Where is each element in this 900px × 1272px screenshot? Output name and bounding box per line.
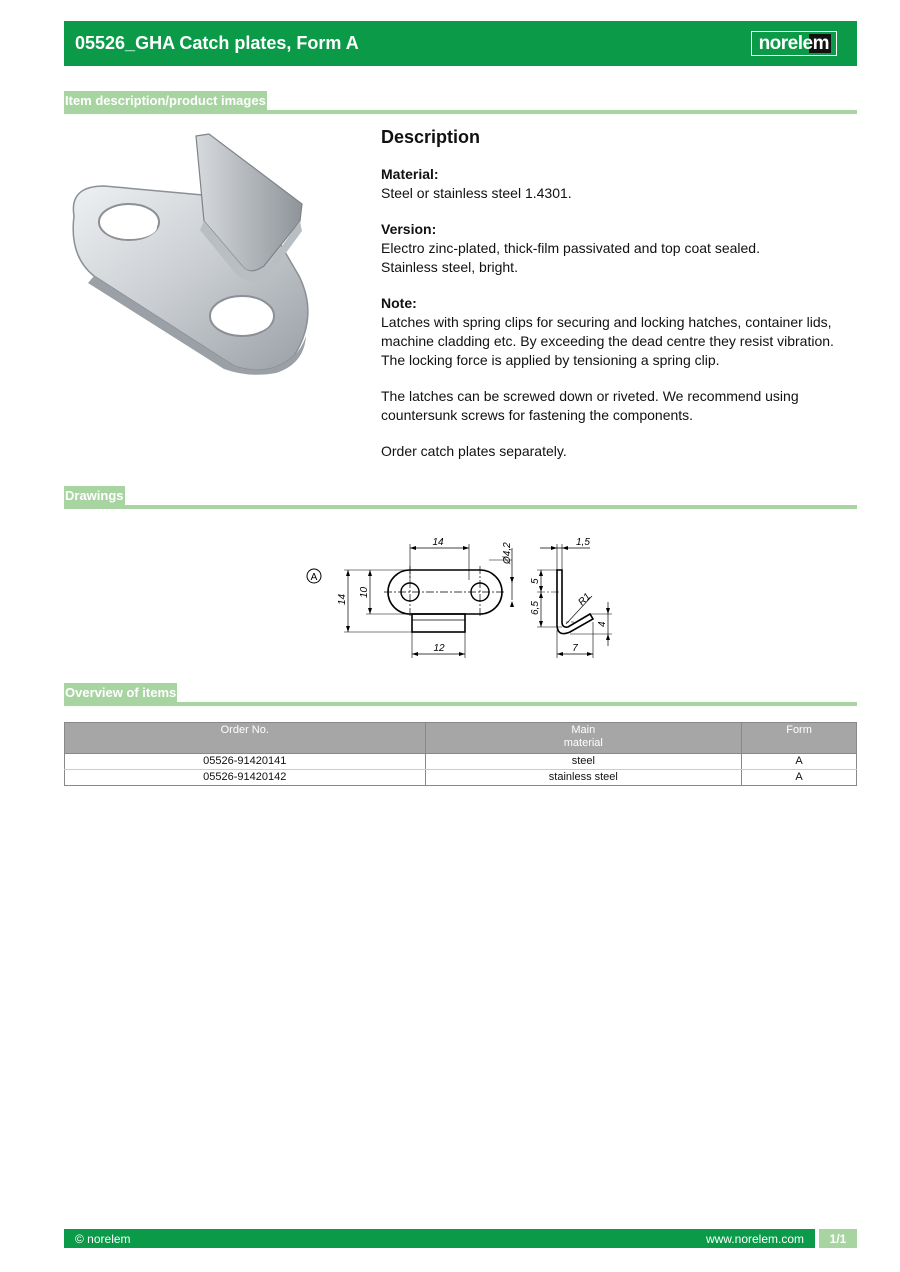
dim-radius: R1: [576, 591, 594, 609]
dim-thickness: 1,5: [576, 537, 590, 548]
technical-drawing: [300, 530, 630, 665]
cell-material: steel: [425, 754, 742, 770]
norelem-logo: [751, 31, 837, 56]
form-marker: A: [310, 572, 318, 583]
note-line-2: The locking force is applied by tensioning a spring clip.: [381, 352, 720, 368]
section-drawings: Drawings: [65, 488, 124, 503]
table-header-row: [65, 723, 857, 754]
version-label: Version:: [381, 221, 437, 237]
section-rule: [64, 110, 857, 114]
material-label: Material:: [381, 166, 439, 182]
dim-side-7: 7: [572, 643, 578, 654]
cell-order-no: 05526-91420141: [65, 754, 426, 770]
product-image: [64, 126, 324, 376]
table-row: [65, 754, 857, 770]
items-table: [64, 722, 857, 786]
dim-side-5: 5: [530, 578, 541, 584]
header-form: Form: [742, 723, 857, 754]
cell-form: A: [742, 770, 857, 786]
table-row: [65, 770, 857, 786]
dim-height-total: 14: [337, 593, 348, 605]
cell-form: A: [742, 754, 857, 770]
description-heading: Description: [381, 127, 481, 147]
header-order-no: Order No.: [65, 723, 426, 754]
page-title: 05526_GHA Catch plates, Form A: [75, 33, 359, 53]
footer-bar: [64, 1229, 815, 1248]
page-footer: [64, 1229, 857, 1248]
version-line-2: Stainless steel, bright.: [381, 259, 518, 275]
footer-url[interactable]: www.norelem.com: [705, 1231, 804, 1246]
section-rule: [64, 505, 857, 509]
logo-text: norelem: [758, 33, 829, 54]
header-main-material-line-1: Main: [571, 724, 596, 736]
section-rule: [64, 702, 857, 706]
note-label: Note:: [381, 295, 417, 311]
dim-side-6-5: 6,5: [530, 601, 541, 615]
note-paragraph-2: The latches can be screwed down or riveted. We recommend using countersunk screws for fastening the components.: [381, 388, 799, 423]
section-overview: Overview of items: [65, 685, 177, 700]
dim-height-inner: 10: [359, 586, 370, 598]
cell-material: stainless steel: [425, 770, 742, 786]
footer-copyright: © norelem: [75, 1231, 131, 1246]
note-paragraph-3: Order catch plates separately.: [381, 443, 567, 459]
dim-side-4: 4: [597, 621, 608, 627]
cell-order-no: 05526-91420142: [65, 770, 426, 786]
material-text: Steel or stainless steel 1.4301.: [381, 185, 572, 201]
header-main-material-line-2: material: [563, 737, 603, 749]
dim-top-length: 14: [432, 537, 444, 548]
section-item-description: Item description/product images: [65, 93, 266, 108]
dim-hole-diameter: Ø4,2: [502, 542, 513, 564]
header-main-material: [425, 723, 742, 754]
dim-tab-width: 12: [433, 643, 445, 654]
description-block: [381, 128, 851, 478]
version-line-1: Electro zinc-plated, thick-film passivated and top coat sealed.: [381, 240, 760, 256]
page-number: 1/1: [819, 1229, 857, 1248]
page-header: [64, 21, 857, 66]
note-line-1: Latches with spring clips for securing and locking hatches, container lids, machine cladding etc. By exceeding the dead centre they resist vibration.: [381, 314, 834, 349]
